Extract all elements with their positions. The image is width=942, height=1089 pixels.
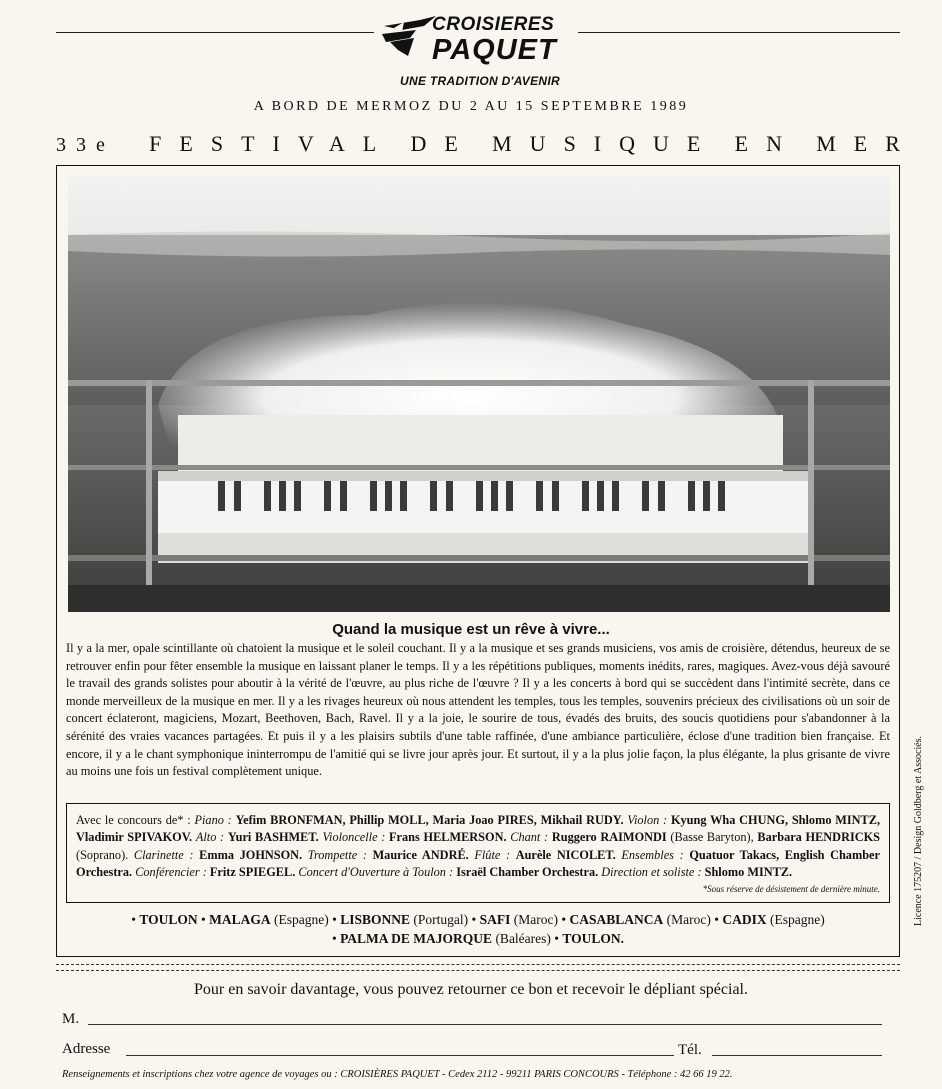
credits-opening: Israël Chamber Orchestra. [456, 864, 599, 879]
credits-text [76, 812, 880, 881]
credits-ensembles-label: Ensembles : [621, 847, 684, 862]
credits-voice-name2: Barbara HENDRICKS [757, 830, 881, 845]
brand-name-line1: CROISIERES [432, 14, 555, 35]
credits-cello: Frans HELMERSON. [389, 830, 507, 845]
festival-word-4: EN [734, 131, 800, 156]
credits-box [66, 803, 890, 903]
port-city: SAFI [479, 912, 511, 927]
address-field[interactable] [126, 1055, 674, 1056]
header-rule-left [56, 32, 374, 33]
port-country: (Portugal) [413, 912, 469, 927]
credits-voice-role2: (Soprano). [76, 847, 129, 862]
festival-number: 33e [56, 134, 115, 156]
credits-piano-label: Piano : [194, 813, 232, 827]
credits-viola-label: Alto : [195, 830, 225, 845]
ports-line-2: • PALMA DE MAJORQUE (Baléares) • TOULON. [331, 931, 625, 946]
credits-flute-label: Flûte : [474, 847, 511, 862]
credits-lecturer-label: Conférencier : [135, 864, 207, 879]
credits-voice-name1: Ruggero RAIMONDI [551, 830, 667, 845]
festival-word-2: DE [410, 131, 476, 156]
festival-title [56, 131, 918, 157]
ports-list [66, 910, 890, 948]
port-country: (Maroc) [513, 912, 558, 927]
credits-trumpet-label: Trompette : [307, 847, 367, 862]
port-country: (Maroc) [666, 912, 711, 927]
credits-cello-label: Violoncelle : [322, 830, 386, 845]
caption-title: Quand la musique est un rêve à vivre... [332, 621, 610, 638]
port-city: CADIX [722, 912, 767, 927]
credits-violin: Kyung Wha CHUNG, Shlomo MINTZ, Vladimir SPIVAKOV. [76, 813, 881, 845]
ports-line-1: • TOULON • MALAGA (Espagne) • LISBONNE (Portugal) • SAFI (Maroc) • CASABLANCA (Maroc) • CADIX (Espagne) [131, 912, 825, 927]
credits-ensembles: Quatuor Takacs, English Chamber Orchestra. [76, 847, 880, 879]
address-label: Adresse [62, 1041, 111, 1057]
port-country: (Espagne) [274, 912, 329, 927]
port-city: LISBONNE [340, 912, 411, 927]
brand-tagline: UNE TRADITION D'AVENIR [400, 74, 560, 88]
credits-intro: Avec le concours de* : [76, 813, 191, 827]
festival-word-5: MER [816, 131, 918, 156]
grand-piano-photo [68, 175, 890, 612]
name-field[interactable] [88, 1024, 882, 1025]
credits-clarinet: Emma JOHNSON. [199, 847, 303, 862]
port-city: TOULON. [562, 931, 625, 946]
header-rule-right [578, 32, 900, 33]
festival-word-3: MUSIQUE [492, 131, 719, 156]
port-city: TOULON [139, 912, 198, 927]
credits-trumpet: Maurice ANDRÉ. [372, 847, 469, 862]
festival-word-1: FESTIVAL [149, 131, 395, 156]
port-city: PALMA DE MAJORQUE [340, 931, 493, 946]
credits-piano: Yefim BRONFMAN, Phillip MOLL, Maria Joao PIRES, Mikhail RUDY. [235, 813, 624, 827]
port-country: (Baléares) [495, 931, 551, 946]
credits-voice-label: Chant : [510, 830, 549, 845]
credits-lecturer: Fritz SPIEGEL. [209, 864, 296, 879]
coupon-intro: Pour en savoir davantage, vous pouvez retourner ce bon et recevoir le dépliant spécial. [193, 981, 748, 998]
brand-name-line2: PAQUET [432, 34, 557, 66]
coupon-cut-line-1 [56, 964, 900, 965]
credits-footnote: *Sous réserve de désistement de dernière minute. [702, 884, 880, 894]
credits-opening-label: Concert d'Ouverture à Toulon : [298, 864, 454, 879]
port-city: CASABLANCA [569, 912, 664, 927]
cruise-dates: A BORD DE MERMOZ DU 2 AU 15 SEPTEMBRE 1989 [253, 99, 689, 114]
name-label: M. [62, 1011, 80, 1027]
coupon-cut-line-2 [56, 970, 900, 971]
phone-field[interactable] [712, 1055, 882, 1056]
port-city: MALAGA [209, 912, 271, 927]
brand-logo [380, 12, 580, 88]
credits-flute: Aurèle NICOLET. [515, 847, 616, 862]
licence-credit: Licence 175207 / Design Goldberg et Associés. [913, 735, 924, 926]
body-text: Il y a la mer, opale scintillante où chatoient la musique et le soleil couchant. Il y a la musique et ses grands musiciens, vos amis de croisière, détendus, heureux de se retrouver enfin pour fêter ensemble la musique en laissant planer le temps. Il y a les répétitions publiques, moments inédits, rares, magiques. Avez-vous déjà savouré le travail des grands solistes pour aboutir à la vérité de l'œuvre, au plus riche de l'œuvre ? Il y a les concerts à bord qui se succèdent dans l'intimité secrète, dans ce monde merveilleux de la musique en mer. Il y a les rivages heureux où nous attendent les temples, tous les temples, souvenirs précieux des civilisations où un soir de concert éclateront, magiciens, Mozart, Beethoven, Bach, Ravel. Il y a la joie, le sourire de tous, évadés des bruits, des soucis quotidiens pour s'abandonner à la sérénité des vraies vacances partagées. Et puis il y a les plaisirs subtils d'une table raffinée, d'une ambiance particulière, éclose d'une tradition bien française. Et encore, il y a le chant symphonique ininterrompu de l'amitié qui se livre jour après jour. Et surtout, il y a la plus jolie façon, la plus élégante, la plus grisante de vivre au moins une fois un festival complètement unique. [66, 641, 890, 779]
brand-emblem-icon [380, 16, 438, 58]
credits-voice-role1: (Basse Baryton), [670, 830, 754, 845]
port-country: (Espagne) [769, 912, 825, 927]
footer-contact-note: Renseignements et inscriptions chez votre agence de voyages ou : CROISIÈRES PAQUET - Cedex 2112 - 99211 PARIS CONCOURS - Téléphone : 42 66 19 22. [62, 1069, 733, 1080]
phone-label: Tél. [678, 1042, 702, 1058]
credits-direction-label: Direction et soliste : [601, 864, 702, 879]
credits-violin-label: Violon : [627, 813, 668, 827]
credits-viola: Yuri BASHMET. [227, 830, 319, 845]
credits-clarinet-label: Clarinette : [133, 847, 194, 862]
credits-direction: Shlomo MINTZ. [704, 864, 793, 879]
